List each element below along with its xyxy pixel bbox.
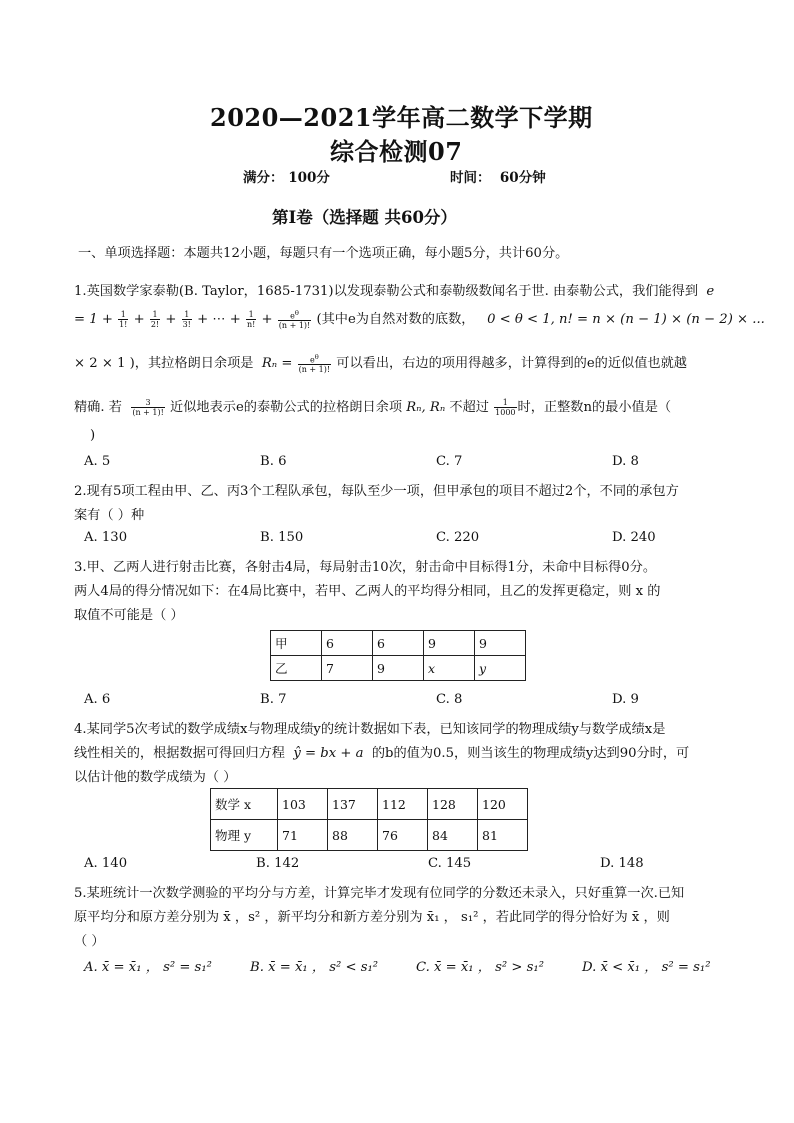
table-cell: 84 [428, 820, 478, 851]
q1-line-4: 精确. 若 $\frac{3}{(n + 1)!}$ 近似地表示e的泰勒公式的拉格朗日余项 Rₙ, Rₙ 不超过 $\frac{1}{1000}$ 时，正整数n的最小值是（ [74, 398, 672, 417]
time-label: 时间： [450, 170, 491, 186]
q1-line-2: = 1 + $\frac{1}{1!}$ + $\frac{1}{2!}$ + $\frac{1}{3!}$ + ⋯ + $\frac{1}{n!}$ + $\frac{e^\theta}{(n + 1)!}$ (其中e为自然对数的底数， 0 < θ < 1, n! = n × (n − 1) × (n − 2) × ... [74, 308, 765, 331]
q4-option-a: A. 140 [84, 856, 128, 871]
q4-grade-table [210, 788, 528, 851]
q4-option-d: D. 148 [600, 856, 644, 871]
title-line-1: 2020—2021学年高二数学下学期 [210, 103, 593, 132]
q4-line-1: 4.某同学5次考试的数学成绩x与物理成绩y的统计数据如下表，已知该同学的物理成绩y与数学成绩x是 [74, 722, 666, 737]
q1-line-3: × 2 × 1 )，其拉格朗日余项是 Rₙ = $\frac{e^\theta}{(n + 1)!}$ 可以看出，右边的项用得越多，计算得到的e的近似值也就越 [74, 352, 687, 375]
table-cell: 112 [378, 789, 428, 820]
q3-line-1: 3.甲、乙两人进行射击比赛，各射击4局，每局射击10次，射击命中目标得1分，未命中目标得0分。 [74, 560, 657, 575]
time-value: 60分钟 [499, 170, 546, 186]
table-cell: 128 [428, 789, 478, 820]
q1-option-d: D. 8 [612, 454, 639, 469]
q4-line-2: 线性相关的，根据数据可得回归方程 ŷ = bx + a 的b的值为0.5，则当该生的物理成绩y达到90分时，可 [74, 746, 690, 761]
q5-option-c: C. x̄ = x̄₁ ， s² > s₁² [416, 960, 544, 975]
time-info [450, 166, 546, 186]
table-cell: 88 [328, 820, 378, 851]
q3-line-3: 取值不可能是（ ） [74, 608, 184, 623]
table-cell: 71 [278, 820, 328, 851]
q4-option-b: B. 142 [256, 856, 300, 871]
score-value: 100分 [288, 170, 330, 186]
q4-option-c: C. 145 [428, 856, 472, 871]
q5-line-1: 5.某班统计一次数学测验的平均分与方差，计算完毕才发现有位同学的分数还未录入，只好重算一次.已知 [74, 886, 685, 901]
q3-option-a: A. 6 [84, 692, 111, 707]
q5-option-d: D. x̄ < x̄₁ ， s² = s₁² [582, 960, 711, 975]
q2-option-d: D. 240 [612, 530, 656, 545]
table-cell: 81 [478, 820, 528, 851]
table-row [211, 820, 528, 851]
q5-line-3: （ ） [74, 934, 105, 949]
score-label: 满分： [243, 170, 284, 186]
q1-line-5: ) [90, 428, 96, 443]
q2-option-b: B. 150 [260, 530, 304, 545]
q1-option-a: A. 5 [84, 454, 111, 469]
score-info [243, 166, 330, 186]
q2-option-a: A. 130 [84, 530, 128, 545]
table-cell: 乙 [271, 656, 322, 681]
q2-option-c: C. 220 [436, 530, 480, 545]
q3-option-b: B. 7 [260, 692, 287, 707]
q5-option-b: B. x̄ = x̄₁ ， s² < s₁² [250, 960, 379, 975]
q2-line-1: 2.现有5项工程由甲、乙、丙3个工程队承包，每队至少一项，但甲承包的项目不超过2个，不同的承包方 [74, 484, 679, 499]
table-cell: 9 [424, 631, 475, 656]
section-title: 第Ⅰ卷（选择题 共60分） [272, 208, 457, 227]
table-cell: y [475, 656, 526, 681]
q5-line-2: 原平均分和原方差分别为 x̄ ，s² ，新平均分和新方差分别为 x̄₁ ， s₁² ，若此同学的得分恰好为 x̄ ，则 [74, 910, 670, 925]
q3-score-table [270, 630, 526, 681]
q5-option-a: A. x̄ = x̄₁ ， s² = s₁² [84, 960, 212, 975]
table-cell: 76 [378, 820, 428, 851]
q1-option-c: C. 7 [436, 454, 463, 469]
table-cell: 甲 [271, 631, 322, 656]
q3-option-d: D. 9 [612, 692, 639, 707]
regression-equation: ŷ = bx + a [293, 746, 364, 761]
q3-option-c: C. 8 [436, 692, 463, 707]
q1-line-1: 1.英国数学家泰勒(B. Taylor，1685-1731)以发现泰勒公式和泰勒级数闻名于世. 由泰勒公式，我们能得到 e [74, 284, 715, 299]
q4-line-3: 以估计他的数学成绩为（ ） [74, 770, 237, 785]
table-cell: 137 [328, 789, 378, 820]
table-cell: 6 [322, 631, 373, 656]
instructions: 一、单项选择题：本题共12小题，每题只有一个选项正确，每小题5分，共计60分。 [78, 246, 569, 261]
title-line-2: 综合检测07 [330, 137, 463, 166]
table-cell: 数学 x [211, 789, 278, 820]
table-row [271, 631, 526, 656]
table-row [271, 656, 526, 681]
q3-line-2: 两人4局的得分情况如下：在4局比赛中，若甲、乙两人的平均得分相同，且乙的发挥更稳定，则 x 的 [74, 584, 661, 599]
table-cell: 9 [373, 656, 424, 681]
q1-option-b: B. 6 [260, 454, 287, 469]
table-cell: 9 [475, 631, 526, 656]
table-row [211, 789, 528, 820]
table-cell: 120 [478, 789, 528, 820]
table-cell: 7 [322, 656, 373, 681]
table-cell: x [424, 656, 475, 681]
q1-e-symbol: e [706, 284, 715, 299]
table-cell: 6 [373, 631, 424, 656]
table-cell: 103 [278, 789, 328, 820]
table-cell: 物理 y [211, 820, 278, 851]
q2-line-2: 案有（ ）种 [74, 508, 145, 523]
